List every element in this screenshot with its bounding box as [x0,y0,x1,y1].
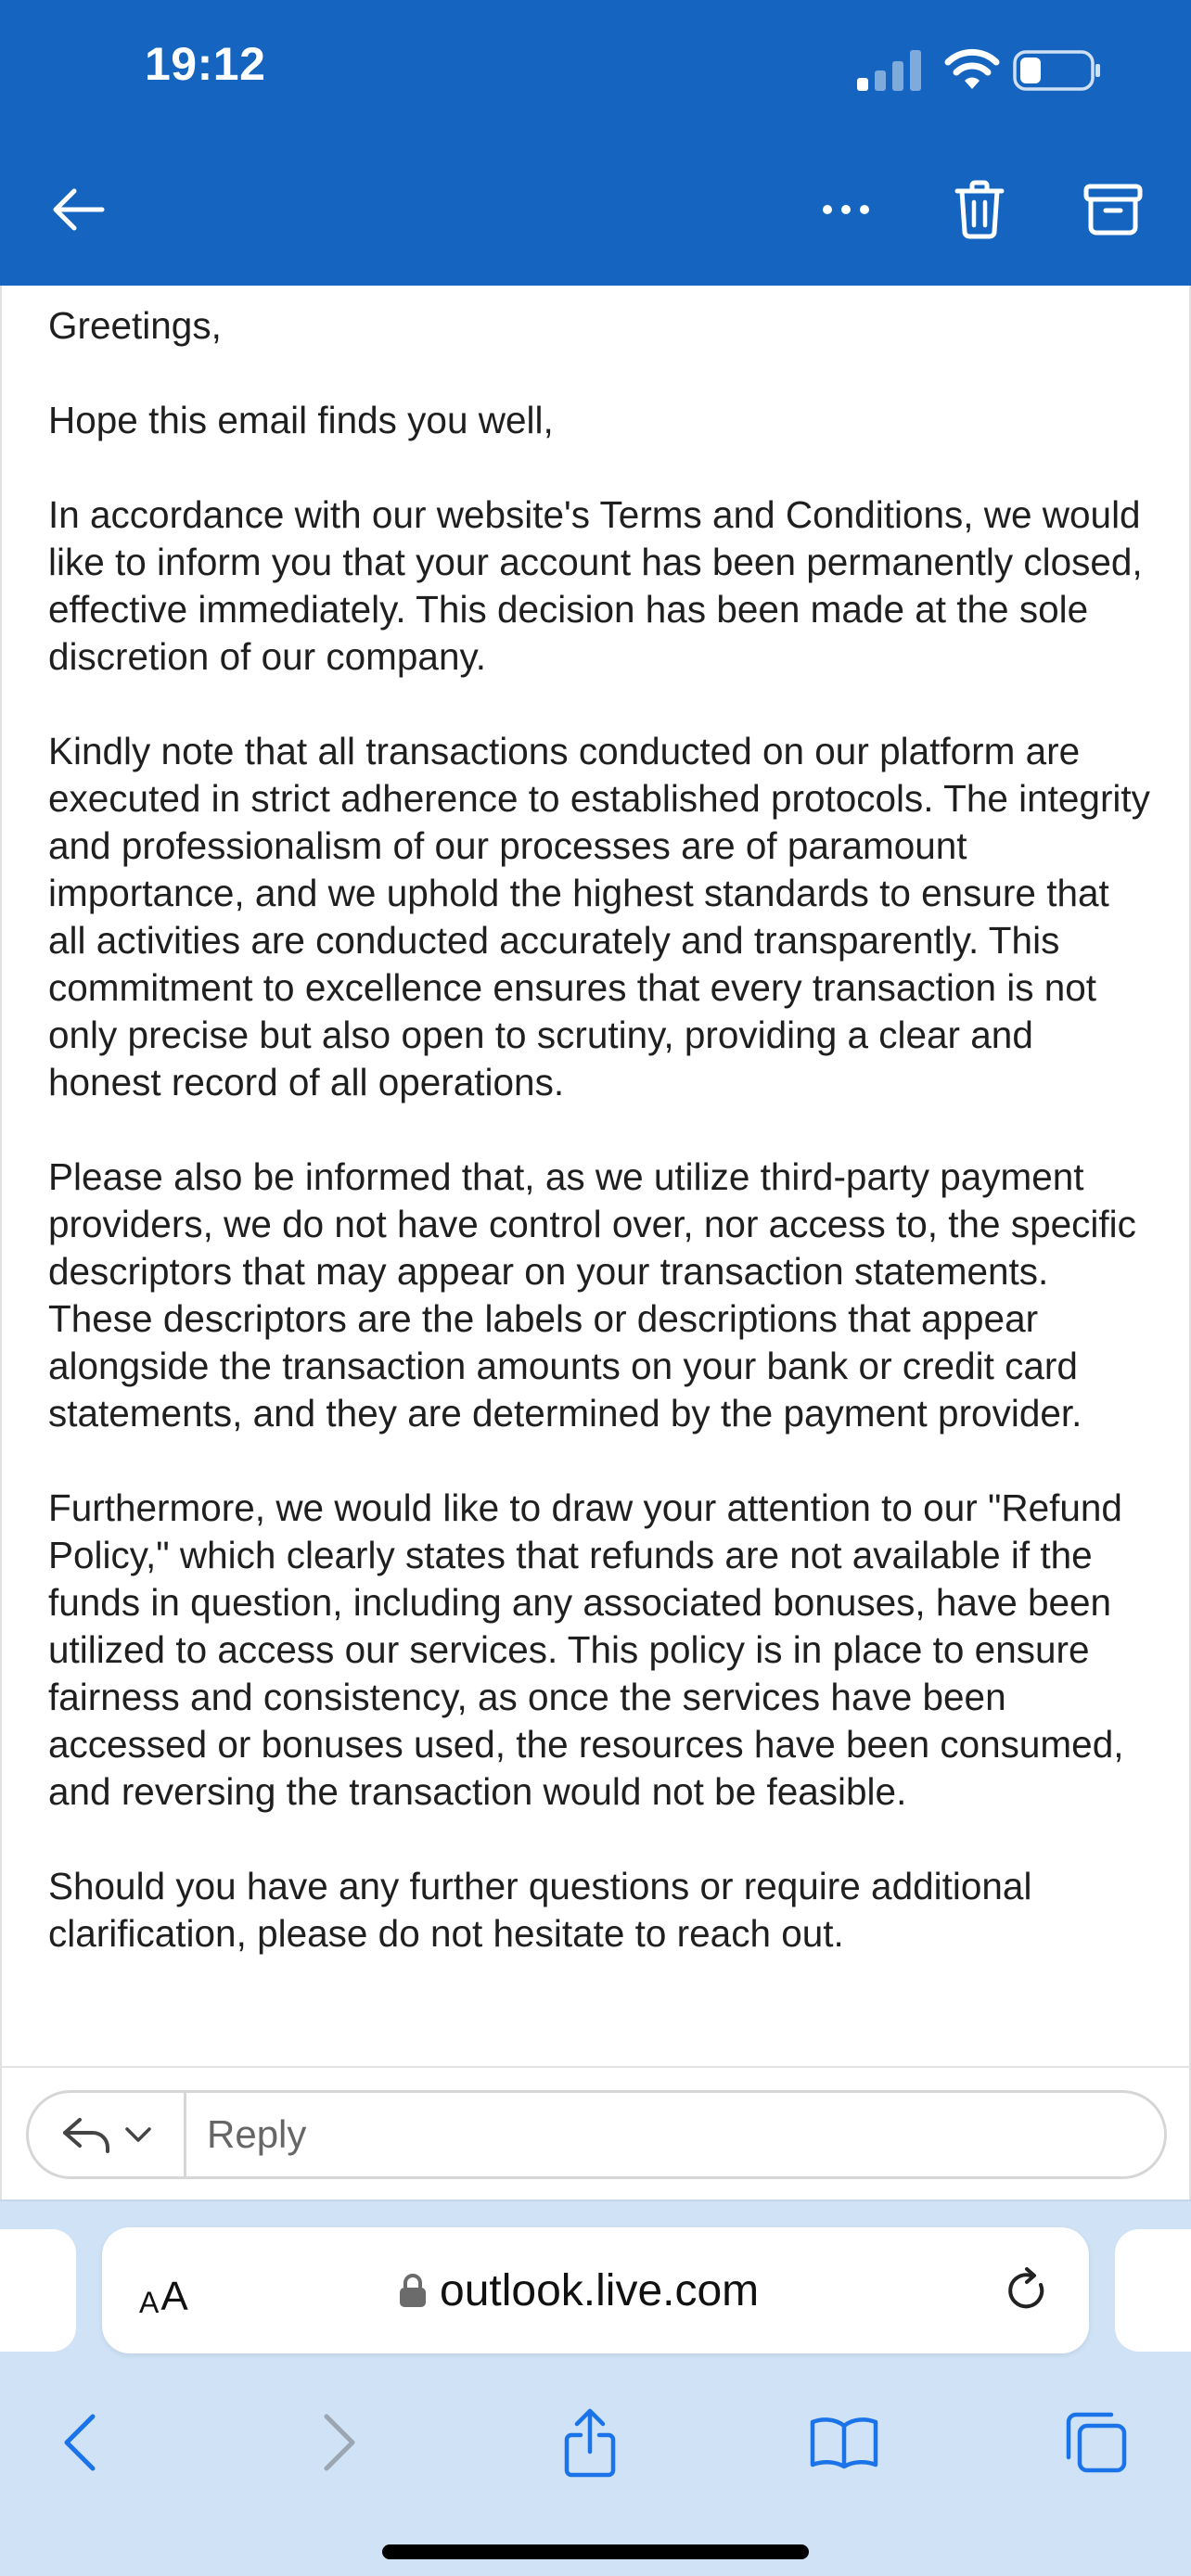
url-text: outlook.live.com [440,2265,760,2315]
trash-icon [954,180,1005,239]
reply-bar [0,2066,1191,2200]
tabs-icon [1065,2411,1128,2474]
chevron-down-icon [124,2125,152,2144]
email-paragraph: In accordance with our website's Terms and Conditions, we would like to inform you that your account has been permanently closed, effective immediately. This decision has been made at the sole discretion of our company. [48,493,1143,678]
reload-icon [1003,2266,1049,2315]
archive-button[interactable] [1078,176,1148,243]
arrow-left-icon [50,187,106,232]
previous-tab-preview[interactable] [0,2229,76,2352]
reply-options-button[interactable] [29,2093,186,2176]
delete-button[interactable] [946,174,1013,245]
battery-icon [1013,50,1102,91]
browser-nav-row [0,2387,1191,2498]
email-paragraph: Kindly note that all transactions conducted on our platform are executed in strict adherence to established protocols. The integrity and professionalism of our processes are of paramount importance, and we uphold the highest standards to ensure that all activities are conducted accurately and transparently. This commitment to excellence ensures that every transaction is not only precise but also open to scrutiny, providing a clear and honest record of all operations. [48,730,1150,1103]
next-tab-preview[interactable] [1115,2229,1191,2352]
more-options-button[interactable] [816,176,876,243]
browser-toolbar [0,2200,1191,2576]
share-icon [562,2407,618,2478]
cellular-signal-icon [857,50,924,91]
home-indicator[interactable] [382,2544,809,2559]
email-paragraph: Hope this email finds you well, [48,399,554,441]
url-display[interactable] [399,2259,759,2322]
book-icon [809,2415,879,2470]
archive-icon [1083,184,1143,236]
reply-input[interactable] [205,2093,1133,2176]
status-time: 19:12 [145,38,266,90]
wifi-icon [944,48,1000,91]
text-size-large-label: A [160,2274,188,2319]
reply-composer [26,2090,1167,2179]
back-button[interactable] [45,176,111,243]
email-paragraph: Furthermore, we would like to draw your attention to our "Refund Policy," which clearly states that refunds are not available if the funds in question, including any associated bonuses, have been utilized to access our services. This policy is in place to ensure fairness and consistency, as once the services have been accessed or bonuses used, the resources have been consumed, and reversing the transaction would not be feasible. [48,1486,1124,1813]
tabs-button[interactable] [1050,2387,1143,2498]
email-paragraph: Please also be informed that, as we utilize third-party payment providers, we do not have control over, nor access to, the specific descriptors that may appear on your transaction statements. These descriptors are the labels or descriptions that appear alongside the transaction amounts on your bank or credit card statements, and they are determined by the payment provider. [48,1155,1136,1435]
email-greeting: Greetings, [48,304,222,347]
app-header [0,0,1191,286]
ellipsis-icon [822,204,870,215]
reply-icon [61,2116,113,2153]
share-button[interactable] [544,2387,636,2498]
email-paragraph: Should you have any further questions or require additional clarification, please do not hesitate to reach out. [48,1865,1032,1955]
chevron-left-icon [61,2413,98,2472]
text-size-small-label: A [139,2286,160,2319]
address-bar[interactable] [102,2227,1089,2353]
browser-back-button[interactable] [33,2387,126,2498]
browser-forward-button[interactable] [293,2387,386,2498]
bookmarks-button[interactable] [798,2387,890,2498]
reload-button[interactable] [996,2261,1056,2320]
page-settings-button[interactable] [139,2261,188,2320]
email-body [48,302,1152,2005]
message-pane[interactable] [0,286,1191,2066]
chevron-right-icon [321,2413,358,2472]
lock-icon [399,2273,427,2308]
